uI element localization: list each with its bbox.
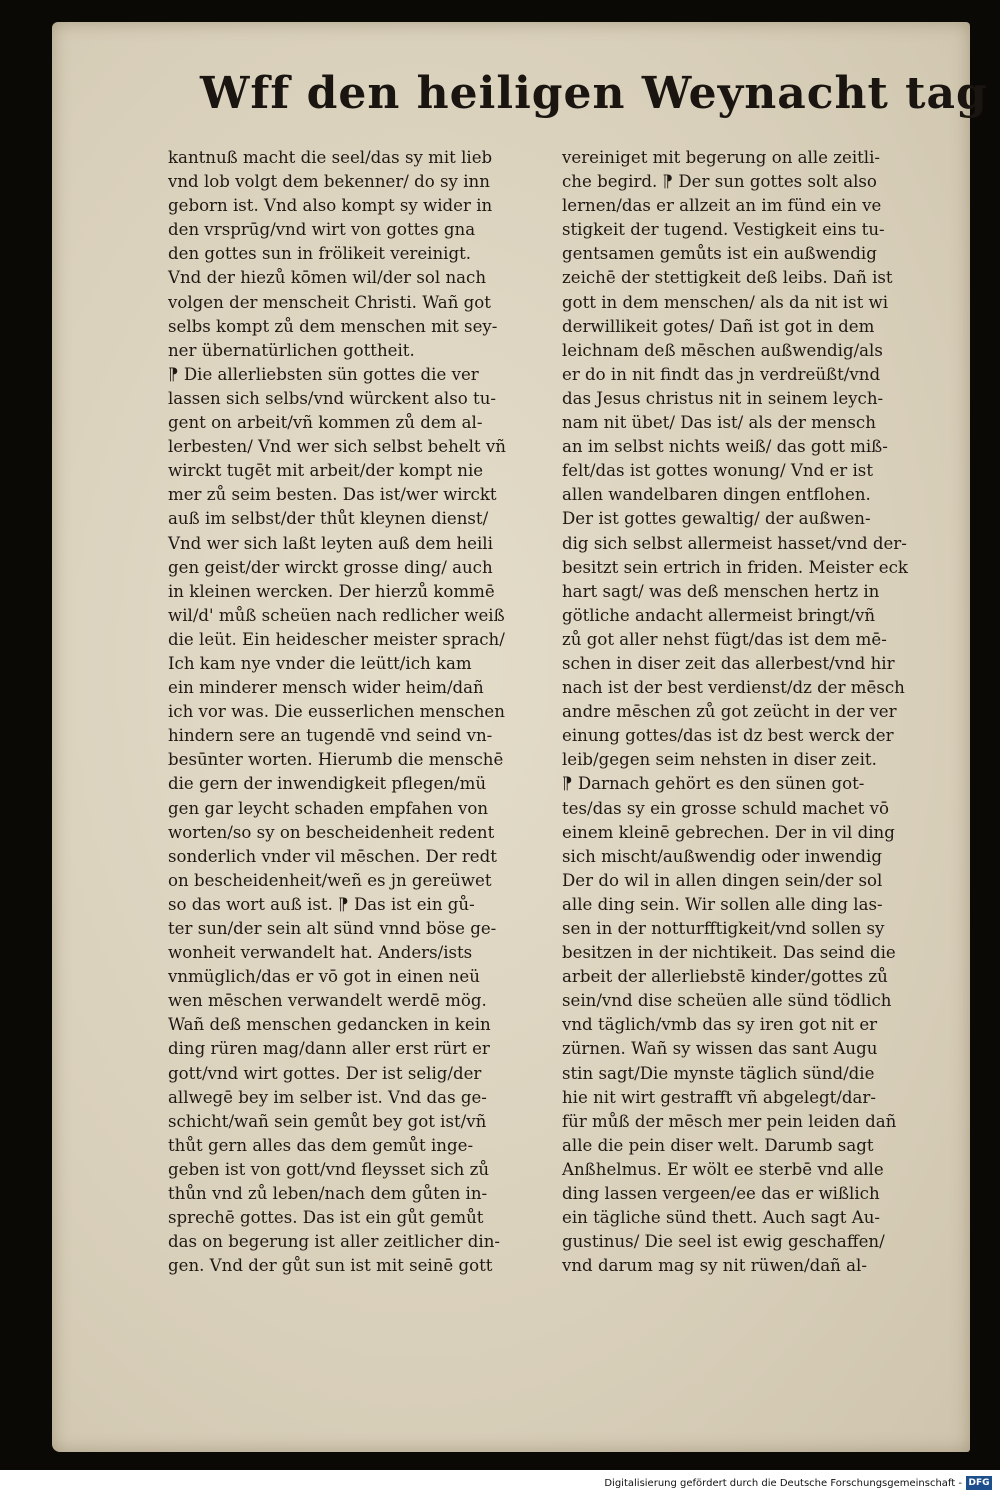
text-line: sein/vnd dise scheüen alle sünd tödlich (562, 991, 892, 1011)
text-line: lernen/das er allzeit an im fünd ein ve (562, 196, 882, 216)
text-line: besitzen in der nichtikeit. Das seind die (562, 943, 896, 963)
text-line: einung gottes/das ist dz best werck der (562, 726, 894, 746)
text-line: gent on arbeit/vñ kommen zů dem al- (168, 413, 483, 433)
text-line: ter sun/der sein alt sünd vnnd böse ge- (168, 919, 497, 938)
text-line: lassen sich selbs/vnd würckent also tu- (168, 388, 496, 408)
text-line: Vnd wer sich laßt leyten auß dem heili (168, 533, 493, 553)
text-line: leib/gegen seim nehsten in diser zeit. (562, 750, 877, 770)
text-line: ding lassen vergeen/ee das er wißlich (562, 1184, 880, 1204)
text-line: arbeit der allerliebstē kinder/gottes zů (562, 967, 888, 987)
text-line: lerbesten/ Vnd wer sich selbst behelt vñ (168, 437, 506, 457)
dfg-logo: DFG (966, 1476, 992, 1490)
text-line: andre mēschen zů got zeücht in der ver (562, 702, 897, 722)
text-line: worten/so sy on bescheidenheit redent (168, 822, 495, 842)
text-line: Der do wil in allen dingen sein/der sol (562, 870, 883, 890)
text-line: schen in diser zeit das allerbest/vnd hir (562, 653, 895, 673)
text-line: die leüt. Ein heidescher meister sprach/ (168, 629, 505, 649)
text-line: besitzt sein ertrich in friden. Meister eck (562, 557, 908, 577)
text-line: götliche andacht allermeist bringt/vñ (562, 605, 876, 625)
text-line: stin sagt/Die mynste täglich sünd/die (562, 1063, 875, 1083)
text-line: felt/das ist gottes wonung/ Vnd er ist (562, 461, 873, 481)
text-line: vnmüglich/das er vō got in einen neü (168, 967, 480, 987)
text-line: ding rüren mag/dann aller erst rürt er (168, 1039, 490, 1059)
text-line: allwegē bey im selber ist. Vnd das ge- (168, 1087, 487, 1107)
text-line: tes/das sy ein grosse schuld machet vō (562, 798, 889, 818)
text-line: gen gar leycht schaden empfahen von (168, 798, 489, 818)
text-line: das Jesus christus nit in seinem leych- (562, 388, 884, 408)
text-line: thůn vnd zů leben/nach dem gůten in- (168, 1184, 488, 1204)
text-line: vnd lob volgt dem bekenner/ do sy inn (168, 172, 490, 192)
text-line: dig sich selbst allermeist hasset/vnd der- (562, 533, 907, 553)
text-line: gott/vnd wirt gottes. Der ist selig/der (168, 1063, 482, 1083)
text-line: kantnuß macht die seel/das sy mit lieb (168, 148, 493, 167)
right-text-column (562, 146, 947, 1278)
text-line: Wañ deß menschen gedancken in kein (168, 1015, 491, 1035)
text-line: zů got aller nehst fügt/das ist dem mē- (562, 629, 887, 649)
text-line: ⁋ Darnach gehört es den sünen got- (562, 774, 865, 794)
text-line: wirckt tugēt mit arbeit/der kompt nie (168, 461, 484, 481)
text-line: ⁋ Die allerliebsten sün gottes die ver (168, 364, 479, 384)
text-line: sonderlich vnder vil mēschen. Der redt (168, 846, 497, 866)
text-line: einem kleinē gebrechen. Der in vil ding (562, 822, 895, 842)
text-line: derwillikeit gotes/ Dañ ist got in dem (562, 316, 875, 336)
text-line: den vrsprūg/vnd wirt von gottes gna (168, 220, 476, 240)
text-line: hie nit wirt gestrafft vñ abgelegt/dar- (562, 1087, 876, 1107)
text-line: ein minderer mensch wider heim/dañ (168, 678, 484, 698)
text-line: nach ist der best verdienst/dz der mēsch (562, 678, 905, 698)
left-text-column (168, 146, 548, 1278)
text-line: hindern sere an tugendē vnd seind vn- (168, 726, 493, 746)
text-line: vnd darum mag sy nit rüwen/dañ al- (562, 1256, 867, 1276)
text-line: selbs kompt zů dem menschen mit sey- (168, 316, 498, 336)
text-line: volgen der menscheit Christi. Wañ got (168, 292, 491, 312)
text-line: gott in dem menschen/ als da nit ist wi (562, 292, 889, 312)
text-line: besūnter worten. Hierumb die menschē (168, 750, 504, 770)
text-line: die gern der inwendigkeit pflegen/mü (168, 774, 487, 794)
text-line: allen wandelbaren dingen entflohen. (562, 485, 871, 505)
text-line: wil/d' můß scheüen nach redlicher weiß (168, 605, 505, 625)
text-line: Ich kam nye vnder die leütt/ich kam (168, 653, 472, 673)
text-line: sen in der notturfftigkeit/vnd sollen sy (562, 919, 885, 938)
text-line: den gottes sun in frölikeit vereinigt. (168, 244, 472, 264)
text-line: stigkeit der tugend. Vestigkeit eins tu- (562, 220, 885, 240)
text-line: alle die pein diser welt. Darumb sagt (562, 1135, 874, 1155)
text-line: ner übernatürlichen gottheit. (168, 340, 415, 360)
text-line: auß im selbst/der thůt kleynen dienst/ (168, 509, 489, 529)
text-line: gentsamen gemůts ist ein außwendig (562, 244, 877, 264)
text-line: gustinus/ Die seel ist ewig geschaffen/ (562, 1232, 885, 1252)
text-line: sich mischt/außwendig oder inwendig (562, 846, 882, 866)
text-line: Der ist gottes gewaltig/ der außwen- (562, 509, 871, 529)
text-line: on bescheidenheit/weñ es jn gereüwet (168, 870, 492, 890)
text-line: vereiniget mit begerung on alle zeitli- (562, 148, 881, 167)
text-line: Vnd der hiezů kōmen wil/der sol nach (168, 268, 487, 288)
text-line: alle ding sein. Wir sollen alle ding las- (562, 894, 883, 914)
text-line: gen geist/der wirckt grosse ding/ auch (168, 557, 493, 577)
text-line: mer zů seim besten. Das ist/wer wirckt (168, 485, 497, 505)
text-line: schicht/wañ sein gemůt bey got ist/vñ (168, 1111, 487, 1131)
text-line: hart sagt/ was deß menschen hertz in (562, 581, 880, 601)
text-line: che begird. ⁋ Der sun gottes solt also (562, 172, 877, 192)
text-line: leichnam deß mēschen außwendig/als (562, 340, 883, 360)
text-line: sprechē gottes. Das ist ein gůt gemůt (168, 1208, 484, 1228)
text-line: thůt gern alles das dem gemůt inge- (168, 1135, 474, 1155)
text-line: so das wort auß ist. ⁋ Das ist ein gů- (168, 894, 475, 914)
text-line: gen. Vnd der gůt sun ist mit seinē gott (168, 1256, 493, 1276)
text-line: Anßhelmus. Er wölt ee sterbē vnd alle (562, 1159, 884, 1179)
text-line: geborn ist. Vnd also kompt sy wider in (168, 196, 493, 216)
text-line: in kleinen wercken. Der hierzů kommē (168, 581, 495, 601)
text-line: geben ist von gott/vnd fleysset sich zů (168, 1159, 490, 1179)
text-line: nam nit übet/ Das ist/ als der mensch (562, 413, 876, 433)
digitization-credit: Digitalisierung gefördert durch die Deutsche Forschungsgemeinschaft - (604, 1478, 962, 1489)
text-line: ein tägliche sünd thett. Auch sagt Au- (562, 1208, 880, 1228)
text-line: das on begerung ist aller zeitlicher din- (168, 1232, 501, 1252)
text-line: er do in nit findt das jn verdreüßt/vnd (562, 364, 881, 384)
text-line: für můß der mēsch mer pein leiden dañ (562, 1111, 897, 1131)
text-line: wonheit verwandelt hat. Anders/ists (168, 943, 473, 963)
page-title: Wff den heiligen Weynacht tag (200, 68, 988, 119)
text-line: zeichē der stettigkeit deß leibs. Dañ ist (562, 268, 893, 288)
text-line: ich vor was. Die eusserlichen menschen (168, 702, 505, 722)
text-line: zürnen. Wañ sy wissen das sant Augu (562, 1039, 878, 1059)
text-line: wen mēschen verwandelt werdē mög. (168, 991, 487, 1011)
text-line: vnd täglich/vmb das sy iren got nit er (562, 1015, 878, 1035)
text-line: an im selbst nichts weiß/ das gott miß- (562, 437, 888, 457)
